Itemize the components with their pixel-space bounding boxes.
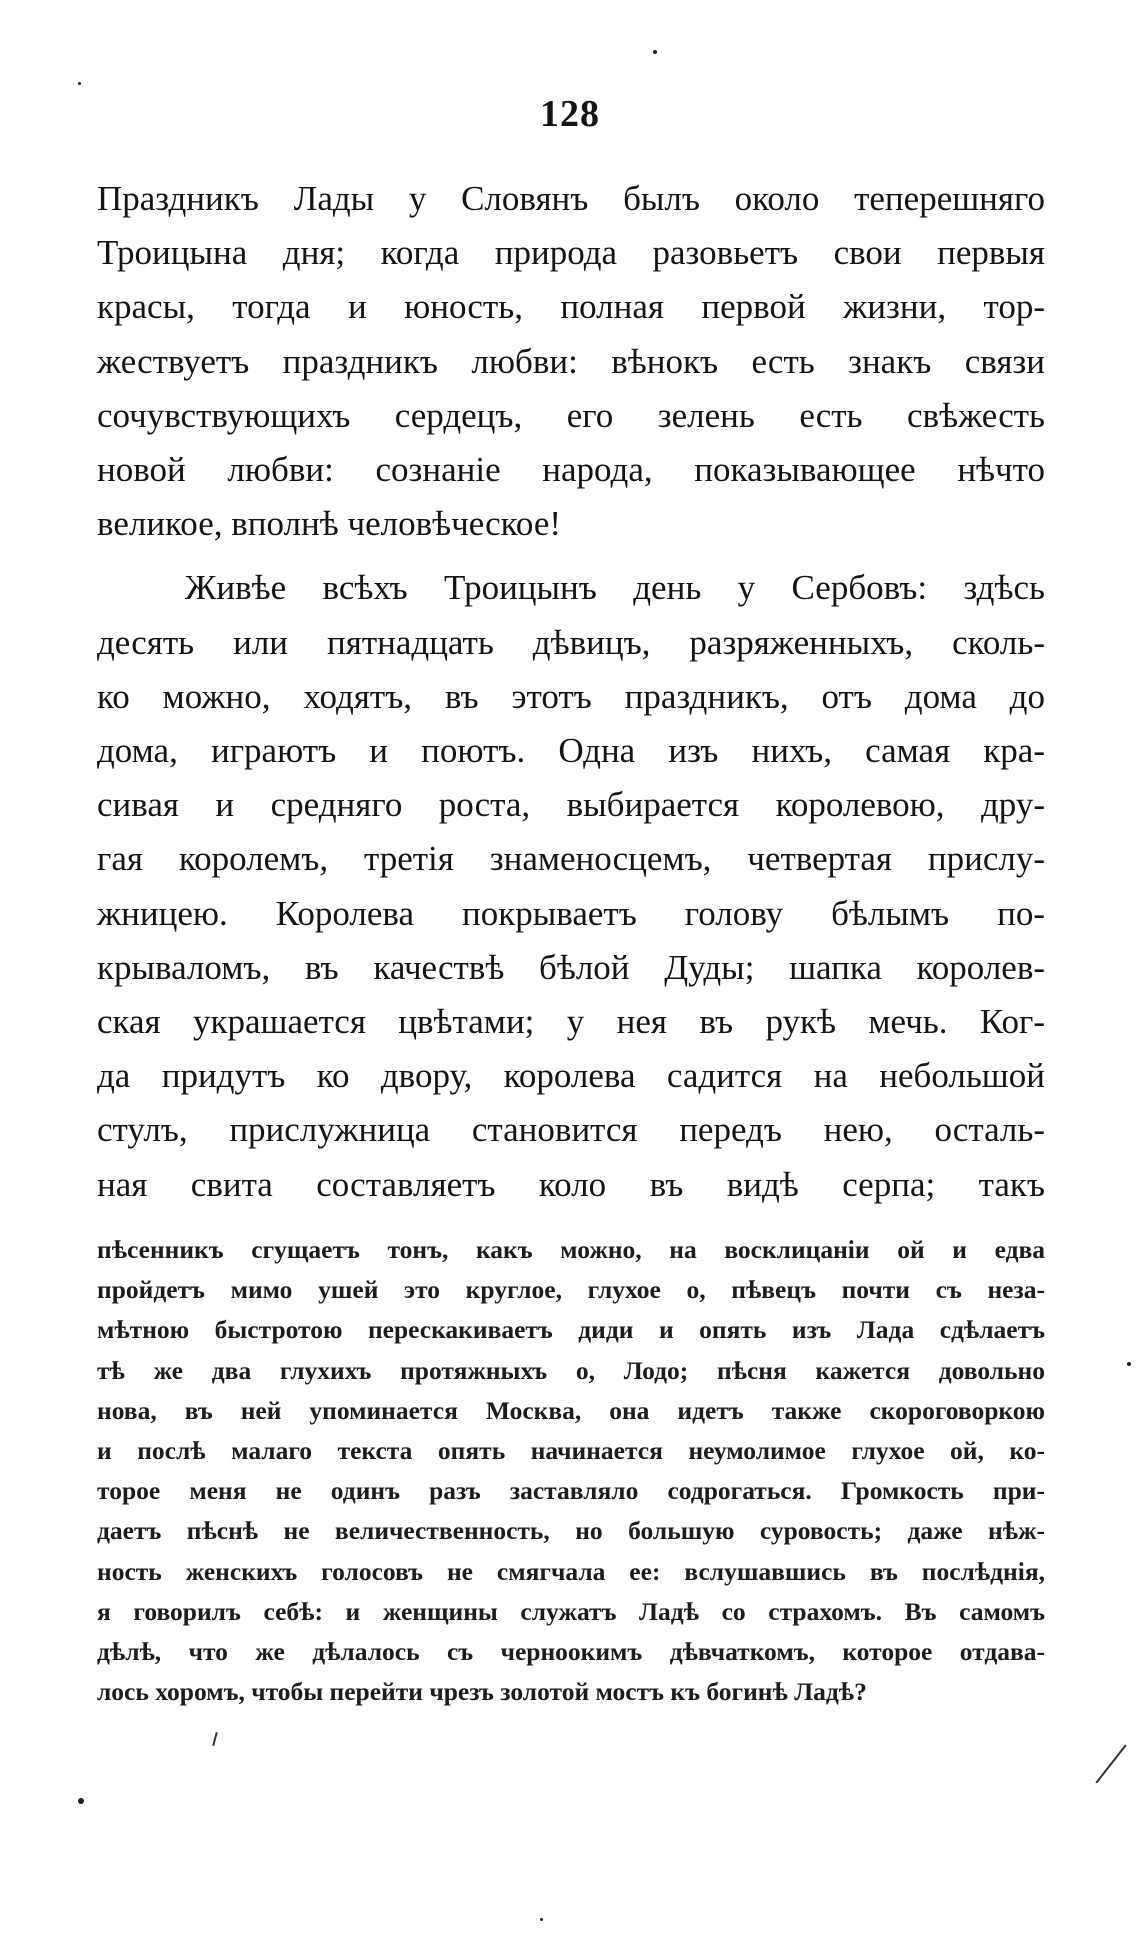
text-line: стулъ, прислужница становится передъ нею, осталь-: [97, 1110, 1045, 1150]
footnote-line: мѣтною быстротою перескакиваетъ диди и опять изъ Лада сдѣлаетъ: [97, 1315, 1045, 1345]
footnote-line: лось хоромъ, чтобы перейти чрезъ золотой мостъ къ богинѣ Ладѣ?: [97, 1677, 867, 1707]
text-line: ная свита составляетъ коло въ видѣ серпа; такъ: [97, 1164, 1045, 1204]
text-line: жествуетъ праздникъ любви: вѣнокъ есть знакъ связи: [97, 341, 1045, 381]
scan-stroke: [1095, 1744, 1126, 1783]
text-line: гая королемъ, третія знаменосцемъ, четвертая прислу-: [97, 839, 1045, 879]
footnote: [97, 1230, 1045, 1712]
main-text: [97, 172, 1045, 1212]
text-line: Живѣе всѣхъ Троицынъ день у Сербовъ: здѣсь: [185, 568, 1045, 608]
scan-speck: [78, 82, 81, 85]
footnote-line: тѣ же два глухихъ протяжныхъ о, Лодо; пѣсня кажется довольно: [97, 1355, 1045, 1385]
scan-speck: [653, 50, 657, 54]
text-line: ская украшается цвѣтами; у нея въ рукѣ мечь. Ког-: [97, 1002, 1045, 1042]
footnote-line: нова, въ ней упоминается Москва, она идетъ также скороговоркою: [97, 1395, 1045, 1425]
text-line: сочувствующихъ сердецъ, его зелень есть свѣжесть: [97, 395, 1045, 435]
scan-stroke: [212, 1732, 218, 1746]
text-line: новой любви: сознаніе народа, показывающее нѣчто: [97, 450, 1045, 490]
scan-speck: [1127, 1362, 1131, 1366]
text-line: крываломъ, въ качествѣ бѣлой Дуды; шапка королев-: [97, 947, 1045, 987]
footnote-line: я говорилъ себѣ: и женщины служатъ Ладѣ со страхомъ. Въ самомъ: [97, 1596, 1045, 1626]
scan-speck: [540, 1918, 543, 1921]
footnote-line: пѣсенникъ сгущаетъ тонъ, какъ можно, на восклицаніи ой и едва: [97, 1235, 1045, 1264]
footnote-line: пройдетъ мимо ушей это круглое, глухое о, пѣвецъ почти съ неза-: [97, 1275, 1045, 1305]
footnote-line: торое меня не одинъ разъ заставляло содрогаться. Громкость при-: [97, 1476, 1045, 1506]
text-line: да придутъ ко двору, королева садится на небольшой: [97, 1056, 1045, 1096]
text-line: Троицына дня; когда природа разовьетъ свои первыя: [97, 233, 1045, 273]
page-number: 128: [540, 93, 600, 135]
text-line: Праздникъ Лады у Словянъ былъ около теперешняго: [97, 179, 1045, 218]
footnote-line: даетъ пѣснѣ не величественность, но большую суровость; даже нѣж-: [97, 1516, 1045, 1546]
text-line: красы, тогда и юность, полная первой жизни, тор-: [97, 287, 1045, 327]
text-line: сивая и средняго роста, выбирается королевою, дру-: [97, 785, 1045, 825]
footnote-line: ность женскихъ голосовъ не смягчала ее: вслушавшись въ послѣднія,: [97, 1556, 1045, 1586]
footnote-line: и послѣ малаго текста опять начинается неумолимое глухое ой, ко-: [97, 1436, 1045, 1466]
text-line: ко можно, ходятъ, въ этотъ праздникъ, отъ дома до: [97, 676, 1045, 716]
paragraph-1: [97, 172, 1045, 551]
text-line: дома, играютъ и поютъ. Одна изъ нихъ, самая кра-: [97, 731, 1045, 771]
scan-speck: [78, 1798, 84, 1804]
text-line: десять или пятнадцать дѣвицъ, разряженныхъ, сколь-: [97, 622, 1045, 662]
paragraph-2: [97, 561, 1045, 1211]
text-line: жницею. Королева покрываетъ голову бѣлымъ по-: [97, 893, 1045, 933]
text-line: великое, вполнѣ человѣческое!: [97, 504, 562, 544]
footnote-line: дѣлѣ, что же дѣлалось съ черноокимъ дѣвчаткомъ, которое отдава-: [97, 1637, 1045, 1667]
